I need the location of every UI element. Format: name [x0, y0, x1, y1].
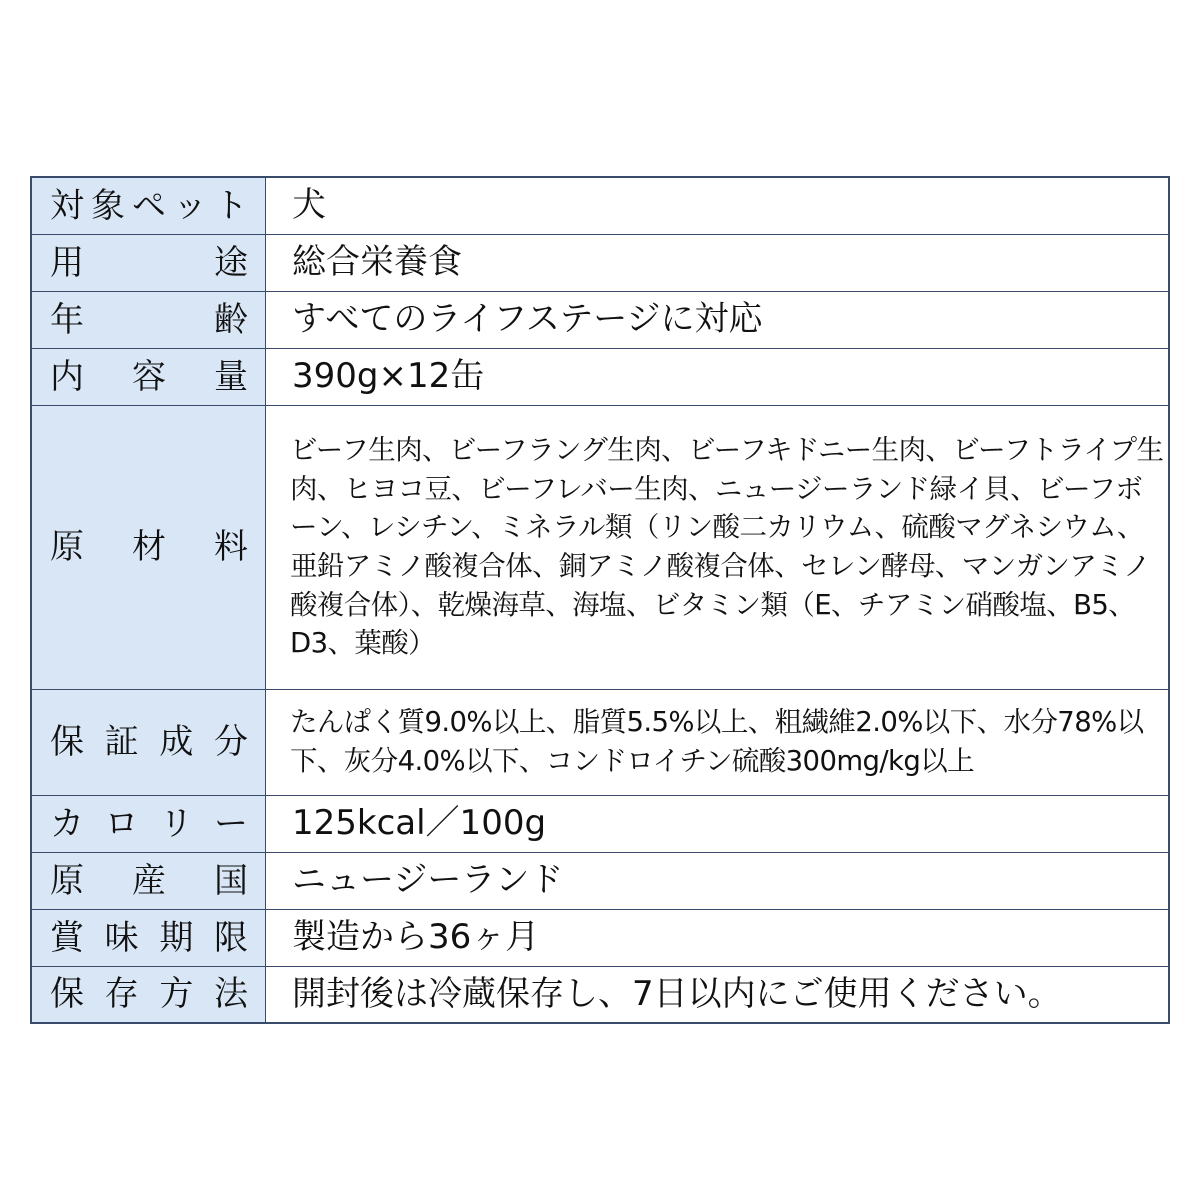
row-label-cell — [31, 689, 266, 795]
row-label: 賞味期限 — [50, 917, 249, 958]
row-value: 総合栄養食 — [266, 234, 1170, 291]
row-value: 製造から36ヶ月 — [266, 909, 1170, 966]
table-row-age — [31, 291, 1169, 348]
row-value: 390g×12缶 — [266, 348, 1170, 405]
row-value: 125kcal／100g — [266, 795, 1170, 852]
table-row-origin — [31, 852, 1169, 909]
table-row-ingredients — [31, 405, 1169, 689]
row-label-cell — [31, 405, 266, 689]
row-value: ニュージーランド — [266, 852, 1170, 909]
row-label: 保存方法 — [50, 974, 249, 1015]
row-label-cell — [31, 234, 266, 291]
table-row-calories — [31, 795, 1169, 852]
row-value: 開封後は冷蔵保存し、7日以内にご使用ください。 — [266, 966, 1170, 1023]
table-row-storage — [31, 966, 1169, 1023]
row-label: 用途 — [50, 242, 249, 283]
row-value: たんぱく質9.0%以上、脂質5.5%以上、粗繊維2.0%以下、水分78%以下、灰分4.0%以下、コンドロイチン硫酸300mg/kg以上 — [266, 689, 1170, 795]
row-label-cell — [31, 852, 266, 909]
table-row-target-pet — [31, 177, 1169, 234]
row-label: カロリー — [50, 803, 249, 844]
table-row-shelf-life — [31, 909, 1169, 966]
product-spec-table — [30, 176, 1170, 1024]
row-value: ビーフ生肉、ビーフラング生肉、ビーフキドニー生肉、ビーフトライプ生肉、ヒヨコ豆、ビーフレバー生肉、ニュージーランド緑イ貝、ビーフボーン、レシチン、ミネラル類（リン酸二カリウム、硫酸マグネシウム、亜鉛アミノ酸複合体、銅アミノ酸複合体、セレン酵母、マンガンアミノ酸複合体）、乾燥海草、海塩、ビタミン類（E、チアミン硝酸塩、B5、D3、葉酸） — [266, 405, 1170, 689]
row-label-cell — [31, 177, 266, 234]
row-label-cell — [31, 795, 266, 852]
row-label: 年齢 — [50, 299, 249, 340]
row-label: 保証成分 — [50, 722, 249, 762]
table-row-purpose — [31, 234, 1169, 291]
row-label-cell — [31, 291, 266, 348]
row-value: 犬 — [266, 177, 1170, 234]
table-row-contents — [31, 348, 1169, 405]
row-label: 内容量 — [50, 356, 249, 397]
row-label: 原産国 — [50, 860, 249, 901]
table-row-guaranteed-analysis — [31, 689, 1169, 795]
row-value: すべてのライフステージに対応 — [266, 291, 1170, 348]
row-label-cell — [31, 348, 266, 405]
row-label: 対象ペット — [50, 185, 249, 226]
row-label-cell — [31, 909, 266, 966]
row-label-cell — [31, 966, 266, 1023]
row-label: 原材料 — [50, 527, 249, 567]
